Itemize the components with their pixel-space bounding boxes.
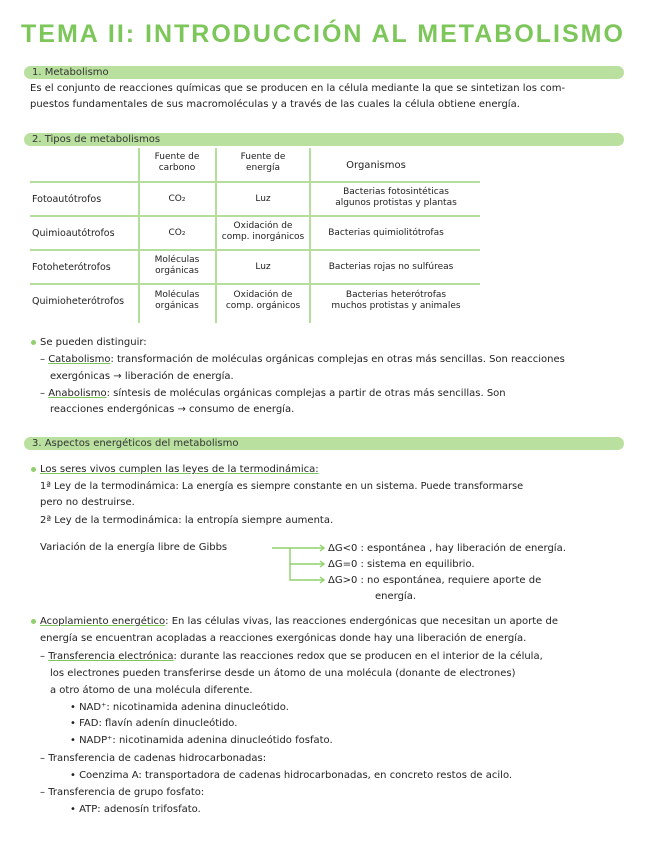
row-name: Quimioautótrofos xyxy=(32,228,115,239)
catabolismo-def: : transformación de moléculas orgánicas complejas en otras más sencillas. Son reacciones xyxy=(110,354,565,365)
ley1-line-2: pero no destruirse. xyxy=(40,497,135,508)
anabolismo-term: Anabolismo xyxy=(48,388,107,399)
section-3-heading: 3. Aspectos energéticos del metabolismo xyxy=(32,438,239,449)
section-2-header xyxy=(24,133,624,146)
s1-text-line-2: puestos fundamentales de sus macromoléculas y a través de las cuales la célula obtiene energía. xyxy=(30,99,520,110)
gibbs-zero: ΔG=0 : sistema en equilibrio. xyxy=(328,559,475,570)
row-energia: Oxidación de comp. inorgánicos xyxy=(221,221,305,242)
ley1-line-1: 1ª Ley de la termodinámica: La energía es siempre constante en un sistema. Puede transformarse xyxy=(40,481,524,492)
section-1-heading: 1. Metabolismo xyxy=(32,67,109,78)
nad-item: • NAD⁺: nicotinamida adenina dinucleótido. xyxy=(70,702,289,713)
row-energia: Luz xyxy=(255,262,271,272)
acoplamiento-line-2: energía se encuentran acopladas a reacciones exergónicas donde hay una liberación de energía. xyxy=(40,633,527,644)
row-organismos: Bacterias rojas no sulfúreas xyxy=(328,262,454,272)
section-1-header xyxy=(24,66,624,79)
row-name: Fotoautótrofos xyxy=(32,194,102,205)
fad-item: • FAD: flavín adenín dinucleótido. xyxy=(70,718,238,729)
row-carbono: CO₂ xyxy=(168,194,186,204)
row-name: Fotoheterótrofos xyxy=(32,262,111,273)
acoplamiento-term: Acoplamiento energético xyxy=(40,616,166,627)
catabolismo-line-1: – Catabolismo: transformación de moléculas orgánicas complejas en otras más sencillas. Son reacciones xyxy=(40,354,565,365)
section-3-header xyxy=(24,437,624,450)
acoplamiento-line-1: Acoplamiento energético: En las células vivas, las reacciones endergónicas que necesitan un aporte de xyxy=(40,616,558,627)
gibbs-positive: ΔG>0 : no espontánea, requiere aporte de xyxy=(328,575,542,586)
catabolismo-line-2: exergónicas → liberación de energía. xyxy=(50,371,234,382)
row-energia: Luz xyxy=(255,194,271,204)
transferencia-electronica-line-2: los electrones pueden transferirse desde un átomo de una molécula (donante de electrones) xyxy=(50,668,516,679)
row-name: Quimioheterótrofos xyxy=(32,296,125,307)
section-2-heading: 2. Tipos de metabolismos xyxy=(32,134,161,145)
gibbs-negative: ΔG<0 : espontánea , hay liberación de energía. xyxy=(328,543,566,554)
col-header-organismos: Organismos xyxy=(346,160,406,171)
transferencia-electronica-line-1: – Transferencia electrónica: durante las reacciones redox que se producen en el interior de la célula, xyxy=(40,651,543,662)
row-energia: Oxidación de comp. orgánicos xyxy=(225,290,301,311)
transferencia-electronica-line-3: a otro átomo de una molécula diferente. xyxy=(50,685,253,696)
row-organismos: Bacterias fotosintéticas algunos protistas y plantas xyxy=(335,187,457,208)
cadenas-line: – Transferencia de cadenas hidrocarbonadas: xyxy=(40,753,267,764)
anabolismo-def: : síntesis de moléculas orgánicas complejas a partir de otras más sencillas. Son xyxy=(106,388,506,399)
transferencia-electronica-term: Transferencia electrónica xyxy=(48,651,174,662)
row-carbono: CO₂ xyxy=(168,228,186,238)
row-organismos: Bacterias heterótrofas muchos protistas y animales xyxy=(331,290,461,311)
leyes-text: Los seres vivos cumplen las leyes de la termodinámica: xyxy=(40,464,319,475)
col-header-energia: Fuente de energía xyxy=(240,152,286,173)
bullet-dot xyxy=(31,467,36,472)
nadp-item: • NADP⁺: nicotinamida adenina dinucleótido fosfato. xyxy=(70,735,333,746)
distinguir-text: Se pueden distinguir: xyxy=(40,337,147,348)
row-carbono: Moléculas orgánicas xyxy=(154,290,200,311)
col-header-carbono: Fuente de carbono xyxy=(154,152,200,173)
s1-text-line-1: Es el conjunto de reacciones químicas que se producen en la célula mediante la que se sintetizan los com- xyxy=(30,83,566,94)
gibbs-arrows xyxy=(270,540,330,586)
fosfato-line: – Transferencia de grupo fosfato: xyxy=(40,787,205,798)
gibbs-label: Variación de la energía libre de Gibbs xyxy=(40,542,228,553)
gibbs-positive-cont: energía. xyxy=(375,591,417,602)
bullet-dot xyxy=(31,340,36,345)
anabolismo-line-2: reacciones endergónicas → consumo de energía. xyxy=(50,404,295,415)
catabolismo-term: Catabolismo xyxy=(48,354,111,365)
ley2-text: 2ª Ley de la termodinámica: la entropía siempre aumenta. xyxy=(40,515,334,526)
atp-item: • ATP: adenosín trifosfato. xyxy=(70,804,201,815)
page-title: TEMA II: INTRODUCCIÓN AL METABOLISMO xyxy=(21,20,625,48)
row-organismos: Bacterias quimiolitótrofas xyxy=(328,228,444,238)
row-carbono: Moléculas orgánicas xyxy=(154,255,200,276)
coenzima-a-item: • Coenzima A: transportadora de cadenas hidrocarbonadas, en concreto restos de acilo. xyxy=(70,770,513,781)
anabolismo-line-1: – Anabolismo: síntesis de moléculas orgánicas complejas a partir de otras más sencillas. Son xyxy=(40,388,506,399)
bullet-dot xyxy=(31,619,36,624)
